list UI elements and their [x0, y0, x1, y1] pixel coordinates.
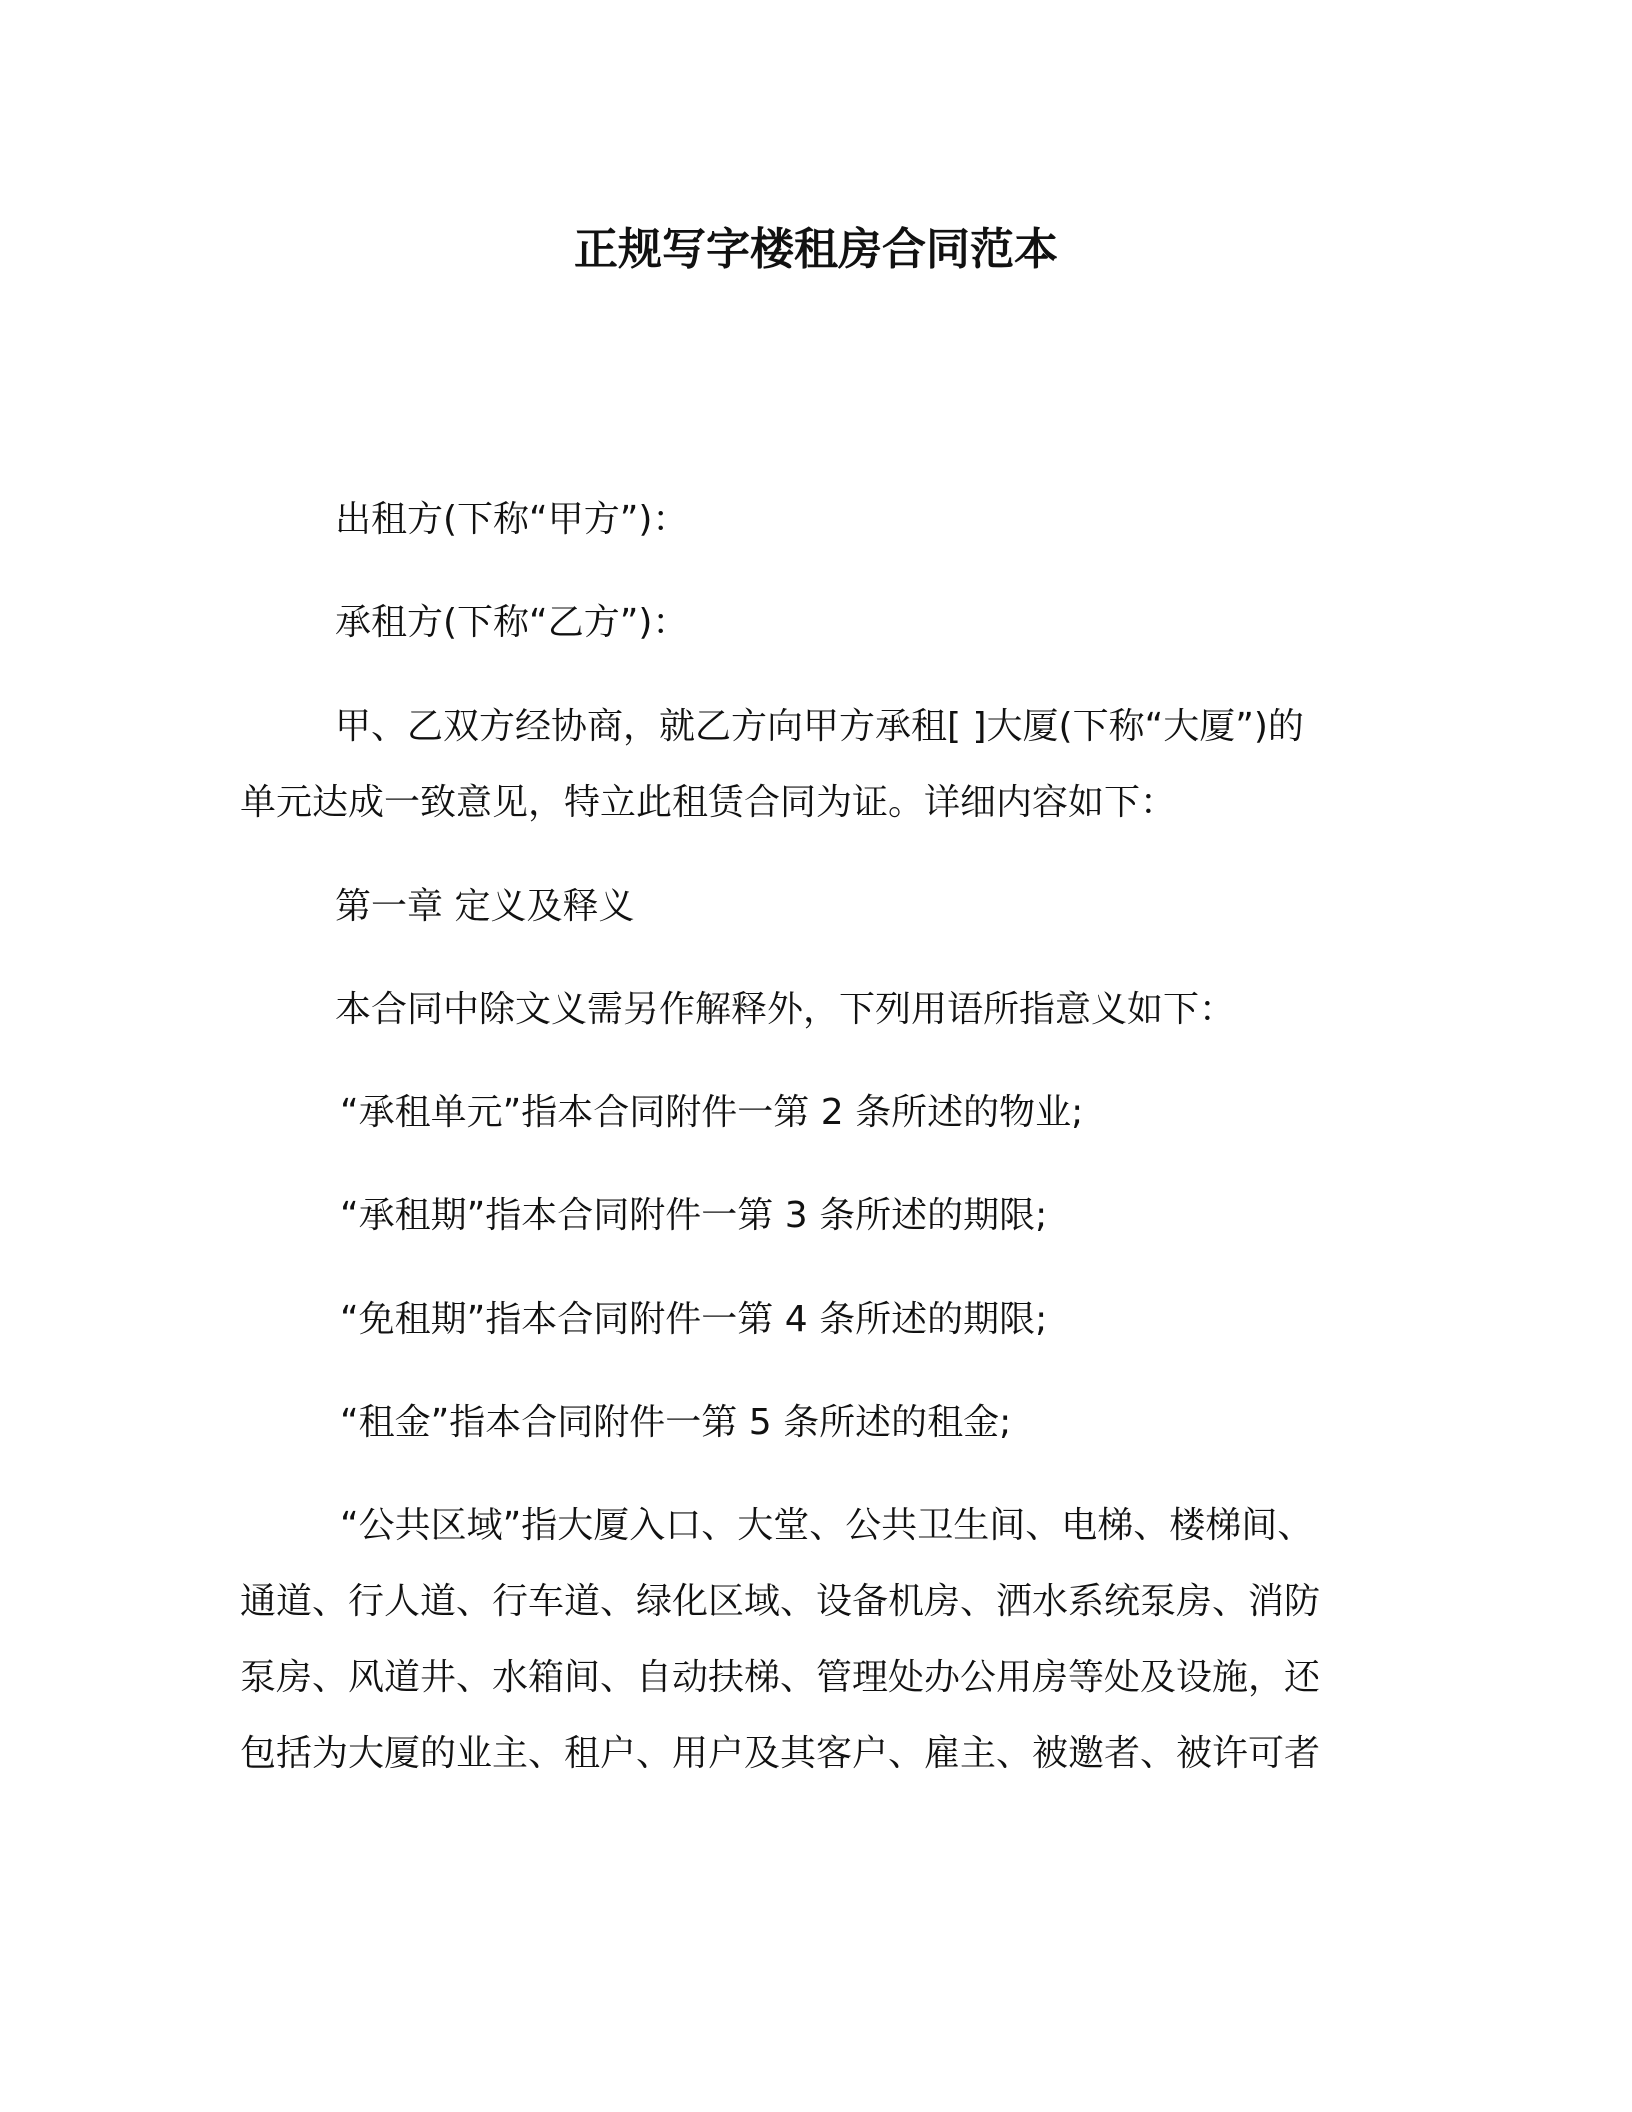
definition-unit: “承租单元”指本合同附件一第 2 条所述的物业; — [340, 1092, 1084, 1133]
definition-term: “承租期”指本合同附件一第 3 条所述的期限; — [340, 1195, 1048, 1236]
definition-rent: “租金”指本合同附件一第 5 条所述的租金; — [340, 1402, 1012, 1443]
definitions-lead: 本合同中除文义需另作解释外，下列用语所指意义如下： — [335, 989, 1236, 1030]
definition-free-period: “免租期”指本合同附件一第 4 条所述的期限; — [340, 1299, 1048, 1340]
lessor-line: 出租方(下称“甲方”)： — [335, 499, 689, 540]
definition-common-line-3: 泵房、风道井、水箱间、自动扶梯、管理处办公用房等处及设施，还 — [240, 1657, 1321, 1698]
definition-common-line-2: 通道、行人道、行车道、绿化区域、设备机房、洒水系统泵房、消防 — [240, 1581, 1321, 1622]
definition-common-line-1: “公共区域”指大厦入口、大堂、公共卫生间、电梯、楼梯间、 — [340, 1505, 1314, 1546]
lessee-line: 承租方(下称“乙方”)： — [335, 602, 689, 643]
definition-common-line-4: 包括为大厦的业主、租户、用户及其客户、雇主、被邀者、被许可者 — [240, 1733, 1321, 1774]
document-title: 正规写字楼租房合同范本 — [574, 224, 1058, 275]
intro-line-2: 单元达成一致意见，特立此租赁合同为证。详细内容如下： — [240, 782, 1177, 823]
intro-line-1: 甲、乙双方经协商，就乙方向甲方承租[ ]大厦(下称“大厦”)的 — [335, 706, 1304, 747]
chapter-heading: 第一章 定义及释义 — [335, 886, 635, 927]
